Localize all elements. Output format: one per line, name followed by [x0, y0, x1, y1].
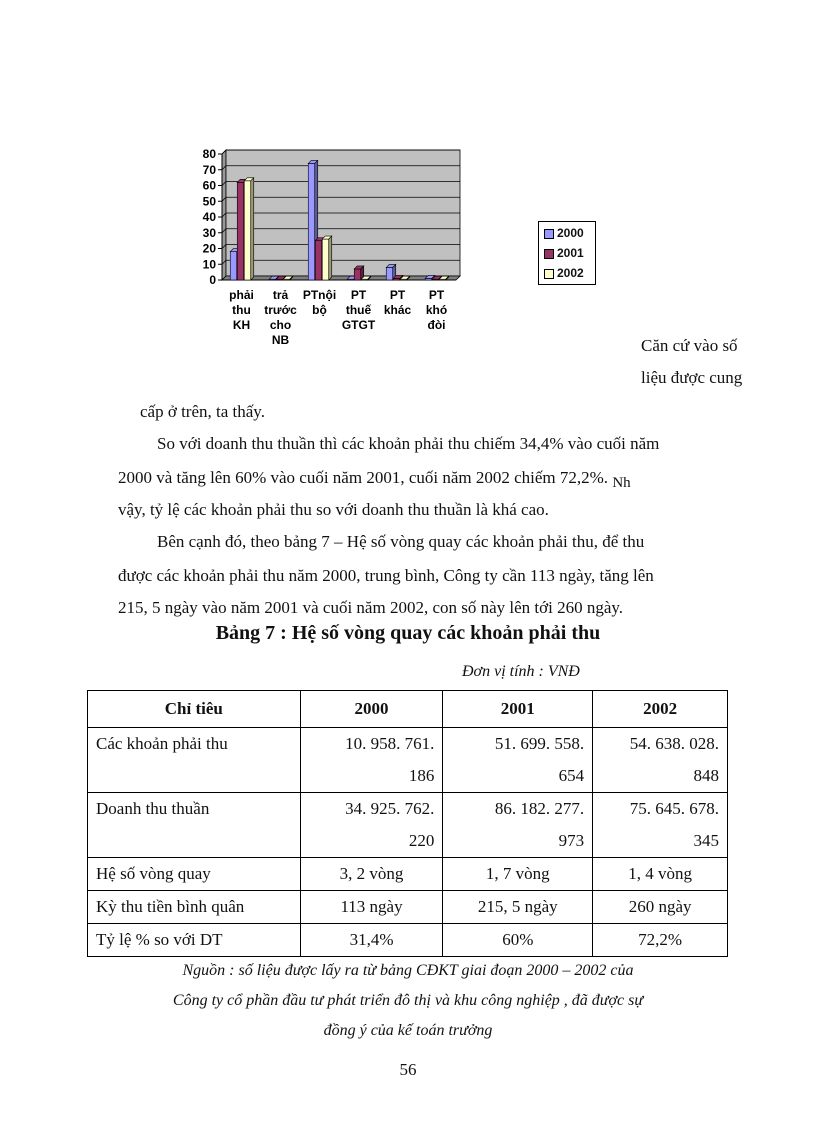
x-tick-label: đòi: [427, 318, 446, 332]
x-tick-label: PTnội: [302, 288, 337, 302]
table-header-cell: 2000: [300, 691, 443, 728]
table-row: [88, 793, 728, 858]
x-tick-label: PT: [350, 288, 367, 302]
paragraph-1-line-3: vậy, tỷ lệ các khoản phải thu so với doanh thu thuần là khá cao.: [118, 500, 549, 519]
table-header-cell: Chỉ tiêu: [88, 691, 301, 728]
legend-label-2001: 2001: [557, 246, 584, 260]
x-tick-label: GTGT: [341, 318, 376, 332]
y-tick-label: 60: [202, 178, 216, 193]
table-title: Bảng 7 : Hệ số vòng quay các khoản phải thu: [215, 622, 601, 644]
receivables-bar-chart: [188, 145, 468, 370]
bar-2001-2: [315, 241, 322, 280]
table-cell: [443, 793, 593, 858]
x-tick-label: thu: [232, 303, 251, 317]
paragraph-1-line-2-tail: Nh: [612, 475, 631, 491]
table-cell: 113 ngày: [300, 891, 443, 924]
table-cell-part: 973: [558, 831, 585, 850]
bar-2000-0: [230, 252, 237, 280]
bar-2001-0: [237, 182, 244, 280]
bar-2002-2: [322, 239, 329, 280]
table-cell: 1, 4 vòng: [593, 858, 728, 891]
legend-swatch-2002: [544, 269, 554, 279]
bar-2000-2: [308, 163, 315, 280]
x-tick-label: bộ: [312, 303, 327, 317]
x-tick-label: thuế: [345, 303, 372, 317]
bar-side-2002-0: [251, 178, 254, 280]
table-cell-part: 10. 958. 761.: [345, 734, 435, 753]
x-tick-label: trước: [264, 303, 297, 317]
bar-2001-3: [354, 269, 361, 280]
table-cell-part: 86. 182. 277.: [494, 799, 585, 818]
table-row: [88, 924, 728, 957]
y-tick-label: 50: [202, 194, 216, 209]
table-cell: 3, 2 vòng: [300, 858, 443, 891]
x-tick-label: cho: [269, 318, 292, 332]
x-tick-label: NB: [271, 333, 290, 347]
x-tick-label: PT: [428, 288, 445, 302]
table-cell: [443, 728, 593, 793]
table-cell-part: 848: [693, 766, 719, 785]
side-text-line-1: Căn cứ vào số: [641, 336, 738, 355]
paragraph-2-line-1: Bên cạnh đó, theo bảng 7 – Hệ số vòng quay các khoản phải thu, để thu: [157, 532, 645, 551]
table-cell-part: 654: [558, 766, 585, 785]
table-row-label: Kỳ thu tiền bình quân: [88, 891, 301, 924]
table-cell: 31,4%: [300, 924, 443, 957]
source-note-line-3: đồng ý của kế toán trưởng: [323, 1022, 493, 1039]
table-row-label: Doanh thu thuần: [88, 793, 301, 858]
table-header-row: [88, 691, 728, 728]
table-row: [88, 858, 728, 891]
table-unit: Đơn vị tính : VNĐ: [462, 663, 580, 680]
legend-swatch-2000: [544, 229, 554, 239]
source-note-line-2: Công ty cổ phần đầu tư phát triển đô thị và khu công nghiệp , đã được sự: [172, 992, 644, 1009]
table-cell: 215, 5 ngày: [443, 891, 593, 924]
table-cell: [300, 728, 443, 793]
table-cell: [300, 793, 443, 858]
table-cell: [593, 728, 728, 793]
table-row: [88, 728, 728, 793]
paragraph-2-line-2: được các khoản phải thu năm 2000, trung bình, Công ty cần 113 ngày, tăng lên: [118, 566, 654, 585]
paragraph-1-line-2: [118, 462, 631, 495]
y-tick-label: 10: [202, 257, 216, 272]
table-row-label: Tỷ lệ % so với DT: [88, 924, 301, 957]
paragraph-1-line-1: So với doanh thu thuần thì các khoản phải thu chiếm 34,4% vào cuối năm: [157, 434, 660, 453]
table-cell-part: 75. 645. 678.: [629, 799, 719, 818]
table-row: [88, 891, 728, 924]
table-row-label: Hệ số vòng quay: [88, 858, 301, 891]
table-cell: 260 ngày: [593, 891, 728, 924]
page-number: 56: [399, 1060, 417, 1079]
y-tick-label: 30: [202, 225, 216, 240]
x-tick-label: phải: [229, 288, 254, 302]
table-cell-part: 54. 638. 028.: [629, 734, 719, 753]
table-cell-part: 345: [693, 831, 719, 850]
table-cell-part: 51. 699. 558.: [494, 734, 585, 753]
x-tick-label: trả: [272, 288, 289, 302]
table-cell-part: 220: [408, 831, 435, 850]
x-tick-label: PT: [389, 288, 406, 302]
table-header-cell: 2002: [593, 691, 728, 728]
y-tick-label: 20: [202, 241, 216, 256]
y-tick-label: 70: [202, 162, 216, 177]
paragraph-intro: cấp ở trên, ta thấy.: [140, 402, 265, 421]
x-tick-label: khó: [425, 303, 448, 317]
bar-side-2002-2: [329, 236, 332, 280]
bar-2002-0: [244, 181, 251, 280]
table-cell: [593, 793, 728, 858]
paragraph-2-line-3: 215, 5 ngày vào năm 2001 và cuối năm 2002, con số này lên tới 260 ngày.: [118, 598, 624, 617]
table-cell: 60%: [443, 924, 593, 957]
legend-label-2000: 2000: [557, 226, 584, 240]
x-tick-label: KH: [232, 318, 251, 332]
table-cell: 1, 7 vòng: [443, 858, 593, 891]
y-tick-label: 0: [209, 273, 216, 287]
legend-swatch-2001: [544, 249, 554, 259]
chart-floor: [222, 276, 460, 280]
chart-legend: [538, 221, 596, 285]
source-note-line-1: Nguồn : số liệu được lấy ra từ bảng CĐKT giai đoạn 2000 – 2002 của: [182, 962, 634, 979]
x-tick-label: khác: [383, 303, 412, 317]
side-text-line-2: liệu được cung: [641, 368, 743, 387]
receivables-turnover-table: [87, 690, 728, 957]
bar-2000-4: [386, 267, 393, 280]
table-cell: 72,2%: [593, 924, 728, 957]
y-tick-label: 40: [202, 210, 216, 224]
legend-label-2002: 2002: [557, 266, 584, 280]
table-row-label: Các khoản phải thu: [88, 728, 301, 793]
paragraph-1-line-2-text: 2000 và tăng lên 60% vào cuối năm 2001, cuối năm 2002 chiếm 72,2%.: [118, 468, 609, 487]
table-header-cell: 2001: [443, 691, 593, 728]
y-tick-label: 80: [202, 147, 216, 161]
table-cell-part: 34. 925. 762.: [345, 799, 435, 818]
table-cell-part: 186: [408, 766, 435, 785]
